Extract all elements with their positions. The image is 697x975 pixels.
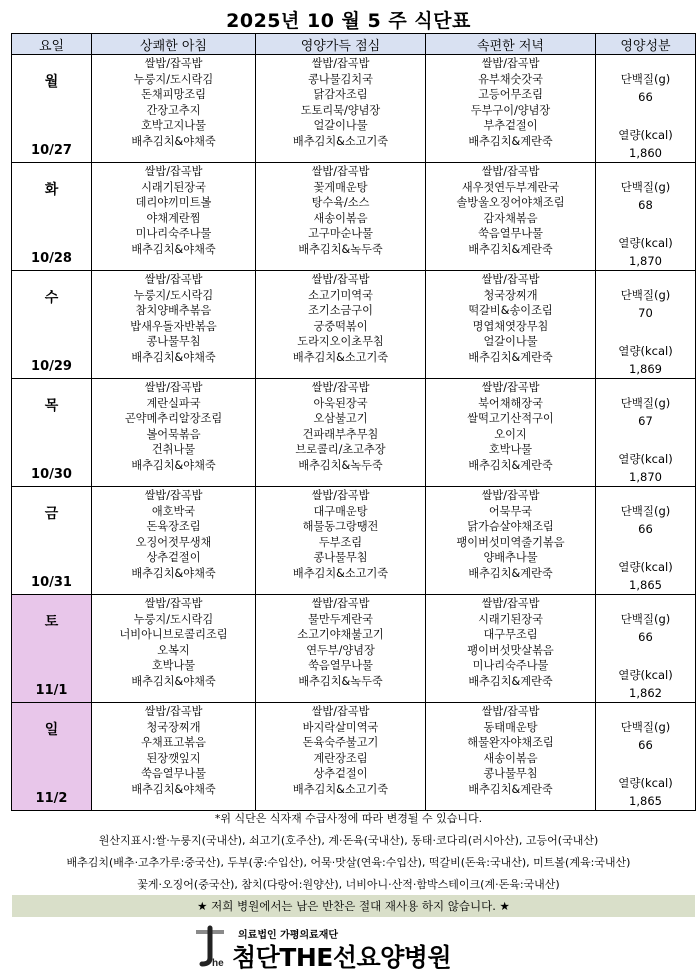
menu-item: 데리야끼미트볼 — [135, 196, 212, 209]
menu-item: 건파래부추무침 — [302, 427, 379, 441]
menu-item: 너비아니브로콜리조림 — [119, 628, 228, 641]
lunch-cell — [256, 703, 426, 811]
table-row — [12, 703, 696, 811]
menu-item: 계란장조림 — [313, 751, 368, 765]
lunch-cell — [256, 163, 426, 271]
kcal-value: 1,862 — [629, 686, 662, 700]
menu-item: 오징어젓무생채 — [135, 535, 212, 549]
menu-item: 바지락살미역국 — [302, 720, 379, 734]
menu-item: 미나리숙주나물 — [135, 227, 212, 240]
table-row — [12, 487, 696, 595]
day-cell — [12, 379, 92, 487]
nutrition-cell — [596, 595, 696, 703]
menu-item: 감자채볶음 — [483, 211, 538, 225]
menu-item: 쌀밥/잡곡밥 — [311, 57, 370, 70]
menu-item: 청국장찌개 — [483, 288, 538, 302]
menu-item: 쌀밥/잡곡밥 — [311, 597, 370, 610]
menu-item: 새송이볶음 — [483, 751, 538, 765]
table-row — [12, 271, 696, 379]
menu-item: 호박나물 — [151, 659, 196, 672]
menu-item: 배추김치&계란죽 — [468, 242, 553, 256]
menu-item: 배추김치&녹두죽 — [298, 674, 383, 688]
day-name: 화 — [44, 182, 59, 198]
notes-section — [0, 808, 697, 896]
hospital-logo — [190, 922, 520, 972]
menu-item: 배추김치&계란죽 — [468, 458, 553, 472]
menu-item: 쑥음열무나물 — [478, 227, 543, 240]
breakfast-cell — [92, 163, 256, 271]
table-row — [12, 595, 696, 703]
breakfast-cell — [92, 487, 256, 595]
kcal-value: 1,865 — [629, 794, 662, 808]
menu-item: 해물동그랑땡전 — [302, 520, 379, 533]
menu-item: 배추김치&야채죽 — [131, 134, 216, 148]
day-name: 일 — [44, 722, 59, 738]
menu-item: 야채계란찜 — [146, 211, 201, 225]
menu-item: 두부조림 — [318, 535, 363, 549]
menu-item: 쌀밥/잡곡밥 — [481, 597, 540, 610]
menu-item: 배추김치&야채죽 — [131, 458, 216, 472]
menu-item: 배추김치&계란죽 — [468, 782, 553, 796]
menu-item: 해물완자야채조림 — [467, 736, 554, 749]
header-breakfast: 상쾌한 아침 — [92, 34, 256, 55]
menu-item: 배추김치&야채죽 — [131, 242, 216, 256]
menu-item: 쌀밥/잡곡밥 — [144, 597, 203, 610]
menu-item: 배추김치&야채죽 — [131, 782, 216, 796]
menu-item: 대구무조림 — [483, 628, 538, 641]
menu-item: 새우젓연두부계란국 — [461, 180, 560, 194]
day-name: 목 — [44, 398, 59, 414]
menu-item: 쌀밥/잡곡밥 — [481, 57, 540, 70]
header-dinner: 속편한 저녁 — [426, 34, 596, 55]
day-cell — [12, 595, 92, 703]
menu-item: 도토리묵/양념장 — [300, 103, 381, 117]
dinner-cell — [426, 55, 596, 163]
table-header-row — [12, 34, 696, 55]
protein-label: 단백질(g) — [620, 180, 671, 194]
menu-item: 새송이볶음 — [313, 211, 368, 225]
day-cell — [12, 163, 92, 271]
notes-line: *위 식단은 식자재 수급사정에 따라 변경될 수 있습니다. — [214, 812, 483, 825]
menu-item: 오복지 — [157, 643, 190, 657]
menu-item: 돈육숙주불고기 — [302, 736, 379, 749]
protein-label: 단백질(g) — [620, 504, 671, 518]
kcal-label: 열량(kcal) — [618, 344, 673, 358]
menu-item: 콩나물무침 — [146, 335, 201, 348]
menu-item: 쌀밥/잡곡밥 — [311, 381, 370, 394]
menu-item: 북어채해장국 — [478, 396, 543, 410]
menu-item: 브로콜리/초고추장 — [295, 443, 386, 456]
menu-item: 얼갈이나물 — [313, 119, 368, 132]
table-row — [12, 55, 696, 163]
menu-item: 얼갈이나물 — [483, 335, 538, 348]
menu-item: 배추김치&계란죽 — [468, 674, 553, 688]
menu-item: 쌀밥/잡곡밥 — [481, 273, 540, 286]
protein-value: 70 — [638, 306, 653, 320]
kcal-value: 1,870 — [629, 470, 662, 484]
menu-item: 쌀밥/잡곡밥 — [481, 705, 540, 718]
menu-item: 쌀밥/잡곡밥 — [144, 273, 203, 286]
menu-item: 배추김치&소고기죽 — [292, 350, 389, 364]
menu-item: 연두부/양념장 — [306, 643, 375, 657]
menu-item: 고구마순나물 — [308, 227, 373, 240]
menu-item: 쌀밥/잡곡밥 — [311, 165, 370, 178]
protein-value: 66 — [638, 522, 653, 536]
menu-item: 고등어무조림 — [478, 88, 543, 101]
menu-item: 쌀밥/잡곡밥 — [144, 57, 203, 70]
protein-value: 68 — [638, 198, 653, 212]
menu-item: 오이지 — [494, 427, 527, 441]
lunch-cell — [256, 487, 426, 595]
day-date: 10/30 — [31, 466, 72, 482]
header-nutrition: 영양성분 — [596, 34, 696, 55]
menu-item: 쌀밥/잡곡밥 — [481, 381, 540, 394]
day-cell — [12, 487, 92, 595]
menu-item: 밥새우돌자반볶음 — [130, 319, 217, 333]
kcal-value: 1,869 — [629, 362, 662, 376]
menu-item: 배추김치&야채죽 — [131, 674, 216, 688]
notes-line: 꽃게·오징어(중국산), 참치(다랑어:원양산), 너비아니·산적·함박스테이크(계·돈육:국내산) — [137, 878, 560, 891]
breakfast-cell — [92, 55, 256, 163]
menu-item: 콩나물무침 — [483, 767, 538, 780]
page-title: 2025년 10 월 5 주 식단표 — [226, 10, 471, 32]
day-cell — [12, 703, 92, 811]
menu-item: 청국장찌개 — [146, 720, 201, 734]
header-day: 요일 — [12, 34, 92, 55]
notes-line: 원산지표시:쌀·누룽지(국내산), 쇠고기(호주산), 계·돈육(국내산), 동태·코다리(러시아산), 고등어(국내산) — [98, 834, 599, 847]
menu-item: 소고기야채불고기 — [297, 628, 384, 641]
menu-item: 아욱된장국 — [313, 396, 368, 410]
menu-item: 배추김치&소고기죽 — [292, 566, 389, 580]
nutrition-cell — [596, 703, 696, 811]
day-cell — [12, 271, 92, 379]
notes-line: 배추김치(배추·고추가루:중국산), 두부(콩:수입산), 어묵·맛살(연육:수입산), 떡갈비(돈육:국내산), 미트볼(계육:국내산) — [66, 856, 631, 869]
menu-item: 쑥음열무나물 — [141, 767, 206, 780]
menu-item: 쌀밥/잡곡밥 — [144, 165, 203, 178]
header-lunch: 영양가득 점심 — [256, 34, 426, 55]
hospital-emblem-icon — [190, 924, 230, 968]
menu-item: 팽이버섯미역줄기볶음 — [456, 535, 565, 549]
menu-item: 쌀밥/잡곡밥 — [311, 705, 370, 718]
day-cell — [12, 55, 92, 163]
menu-item: 두부구이/양념장 — [470, 103, 551, 117]
hospital-name: 첨단THE선요양병원 — [232, 943, 452, 972]
kcal-value: 1,865 — [629, 578, 662, 592]
menu-item: 콩나물무침 — [313, 551, 368, 564]
dinner-cell — [426, 487, 596, 595]
day-name: 월 — [44, 74, 59, 90]
protein-value: 66 — [638, 90, 653, 104]
kcal-value: 1,870 — [629, 254, 662, 268]
menu-item: 궁중떡볶이 — [313, 319, 368, 333]
nutrition-cell — [596, 163, 696, 271]
day-date: 10/31 — [31, 574, 72, 590]
menu-item: 누룽지/도시락김 — [133, 72, 214, 86]
menu-item: 꽃게매운탕 — [313, 180, 368, 194]
kcal-label: 열량(kcal) — [618, 668, 673, 682]
reuse-notice: ★ 저희 병원에서는 남은 반찬은 절대 재사용 하지 않습니다. ★ — [12, 895, 695, 917]
day-date: 10/29 — [31, 358, 72, 374]
lunch-cell — [256, 271, 426, 379]
svg-text:he: he — [212, 958, 224, 968]
menu-item: 물만두계란국 — [308, 612, 373, 626]
menu-item: 어묵무국 — [488, 504, 533, 518]
menu-item: 애호박국 — [151, 504, 196, 518]
menu-item: 시래기된장국 — [141, 180, 206, 194]
menu-item: 호박나물 — [488, 443, 533, 456]
menu-item: 배추김치&야채죽 — [131, 350, 216, 364]
day-date: 11/2 — [35, 790, 68, 806]
menu-item: 배추김치&계란죽 — [468, 350, 553, 364]
kcal-label: 열량(kcal) — [618, 128, 673, 142]
nutrition-cell — [596, 55, 696, 163]
kcal-value: 1,860 — [629, 146, 662, 160]
menu-item: 양배추나물 — [483, 551, 538, 564]
nutrition-cell — [596, 487, 696, 595]
menu-item: 돈채피망조림 — [141, 88, 206, 101]
day-name: 토 — [44, 614, 59, 630]
menu-item: 조기소금구이 — [308, 304, 373, 317]
menu-item: 쌀떡고기산적구이 — [467, 412, 554, 425]
menu-item: 누룽지/도시락김 — [133, 612, 214, 626]
protein-label: 단백질(g) — [620, 396, 671, 410]
menu-item: 계란실파국 — [146, 396, 201, 410]
protein-label: 단백질(g) — [620, 612, 671, 626]
menu-item: 닭감자조림 — [313, 88, 368, 101]
menu-item: 오삼불고기 — [313, 412, 368, 425]
menu-item: 동태매운탕 — [483, 720, 538, 734]
menu-item: 소고기미역국 — [308, 288, 373, 302]
dinner-cell — [426, 271, 596, 379]
protein-label: 단백질(g) — [620, 288, 671, 302]
breakfast-cell — [92, 271, 256, 379]
day-name: 수 — [44, 290, 59, 306]
menu-item: 곤약메추리알장조림 — [124, 412, 223, 425]
protein-value: 67 — [638, 414, 653, 428]
menu-item: 배추김치&소고기죽 — [292, 782, 389, 796]
menu-item: 배추김치&녹두죽 — [298, 242, 383, 256]
menu-item: 상추겉절이 — [146, 551, 201, 564]
menu-item: 쌀밥/잡곡밥 — [481, 165, 540, 178]
menu-item: 부추겉절이 — [483, 119, 538, 132]
breakfast-cell — [92, 595, 256, 703]
dinner-cell — [426, 595, 596, 703]
menu-item: 쌀밥/잡곡밥 — [144, 489, 203, 502]
menu-item: 배추김치&녹두죽 — [298, 458, 383, 472]
menu-item: 쑥음열무나물 — [308, 659, 373, 672]
menu-item: 쌀밥/잡곡밥 — [311, 489, 370, 502]
nutrition-cell — [596, 271, 696, 379]
dinner-cell — [426, 379, 596, 487]
menu-item: 참치양배추볶음 — [135, 304, 212, 317]
table-row — [12, 163, 696, 271]
lunch-cell — [256, 379, 426, 487]
menu-item: 쌀밥/잡곡밥 — [311, 273, 370, 286]
protein-label: 단백질(g) — [620, 72, 671, 86]
dinner-cell — [426, 163, 596, 271]
day-date: 10/27 — [31, 142, 72, 158]
kcal-label: 열량(kcal) — [618, 776, 673, 790]
menu-item: 닭가슴살야채조림 — [467, 520, 554, 533]
kcal-label: 열량(kcal) — [618, 560, 673, 574]
kcal-label: 열량(kcal) — [618, 452, 673, 466]
menu-item: 대구매운탕 — [313, 504, 368, 518]
menu-item: 쌀밥/잡곡밥 — [144, 381, 203, 394]
table-row — [12, 379, 696, 487]
menu-item: 명엽채엿장무침 — [472, 319, 549, 333]
menu-item: 팽이버섯맛살볶음 — [467, 643, 554, 657]
kcal-label: 열량(kcal) — [618, 236, 673, 250]
lunch-cell — [256, 595, 426, 703]
dinner-cell — [426, 703, 596, 811]
menu-item: 배추김치&계란죽 — [468, 566, 553, 580]
protein-value: 66 — [638, 738, 653, 752]
menu-item: 쌀밥/잡곡밥 — [144, 705, 203, 718]
menu-item: 배추김치&야채죽 — [131, 566, 216, 580]
menu-item: 상추겉절이 — [313, 767, 368, 780]
menu-item: 배추김치&소고기죽 — [292, 134, 389, 148]
menu-item: 된장깻잎지 — [146, 751, 201, 765]
menu-item: 돈육장조림 — [146, 520, 201, 533]
menu-item: 도라지오이초무침 — [297, 335, 384, 348]
lunch-cell — [256, 55, 426, 163]
menu-item: 간장고추지 — [146, 103, 201, 117]
day-date: 10/28 — [31, 250, 72, 266]
menu-item: 콩나물김치국 — [308, 72, 373, 86]
menu-item: 우채표고볶음 — [141, 736, 206, 749]
hospital-subtitle: 의료법인 가평의료재단 — [238, 930, 339, 941]
menu-item: 미나리숙주나물 — [472, 659, 549, 672]
menu-item: 탕수육/소스 — [311, 196, 370, 209]
day-name: 금 — [44, 506, 59, 522]
menu-item: 호박고지나물 — [141, 119, 206, 132]
menu-item: 떡갈비&송이조림 — [468, 304, 553, 317]
nutrition-cell — [596, 379, 696, 487]
day-date: 11/1 — [35, 682, 68, 698]
meal-table — [11, 33, 696, 811]
protein-label: 단백질(g) — [620, 720, 671, 734]
breakfast-cell — [92, 379, 256, 487]
menu-item: 쌀밥/잡곡밥 — [481, 489, 540, 502]
menu-item: 건취나물 — [151, 443, 196, 456]
breakfast-cell — [92, 703, 256, 811]
menu-item: 배추김치&계란죽 — [468, 134, 553, 148]
menu-item: 시래기된장국 — [478, 612, 543, 626]
menu-item: 솔방울오징어야채조림 — [456, 196, 565, 209]
menu-item: 유부채숫갓국 — [478, 72, 543, 86]
menu-item: 누룽지/도시락김 — [133, 288, 214, 302]
protein-value: 66 — [638, 630, 653, 644]
menu-item: 볼어묵볶음 — [146, 427, 201, 441]
